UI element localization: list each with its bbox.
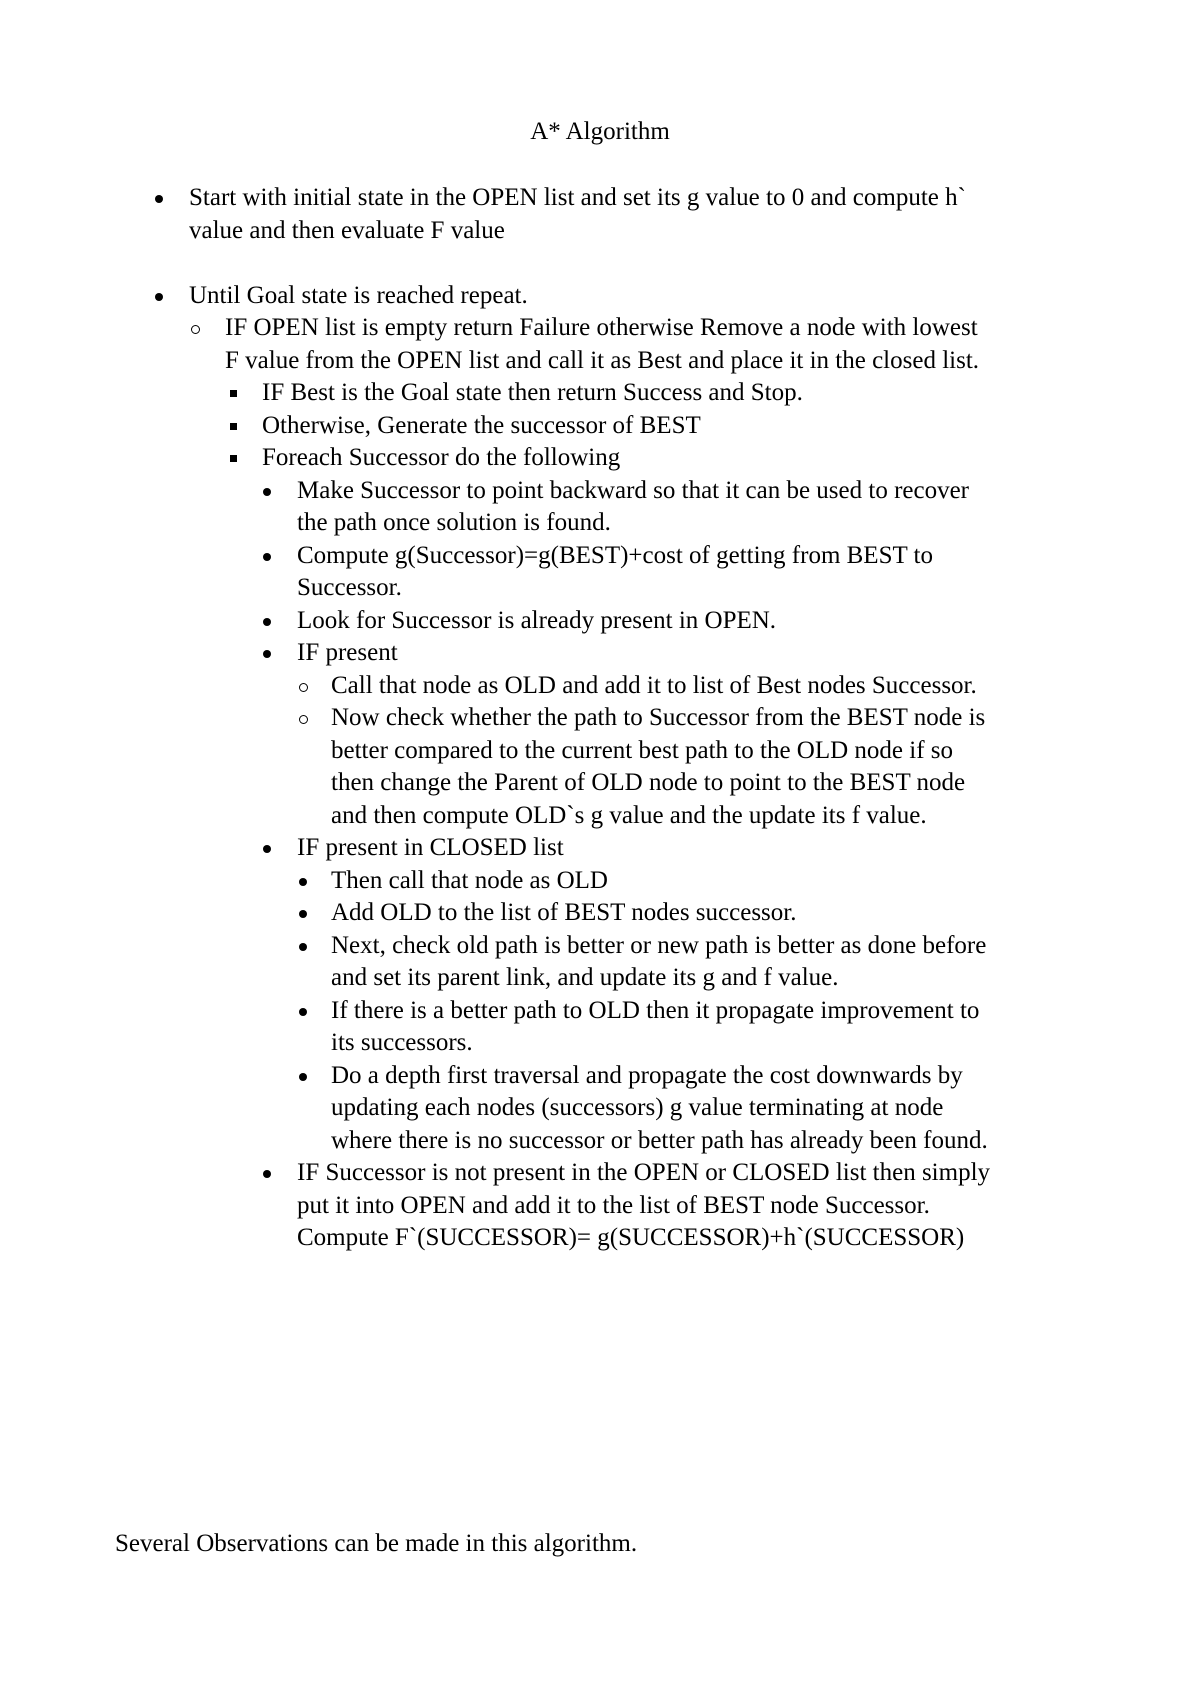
list-item-line: Otherwise, Generate the successor of BEST bbox=[262, 411, 701, 439]
list-item-line: Make Successor to point backward so that it can be used to recover bbox=[297, 476, 970, 504]
list-item-line: IF present in CLOSED list bbox=[297, 834, 564, 861]
list-item-line: and then compute OLD`s g value and the update its f value. bbox=[331, 801, 927, 829]
bullet-icon bbox=[299, 878, 307, 886]
bullet-icon bbox=[263, 553, 271, 561]
list-item-line: IF present bbox=[297, 639, 398, 666]
list-item-line: where there is no successor or better path has already been found. bbox=[331, 1126, 988, 1154]
circle-bullet-icon bbox=[299, 715, 308, 724]
list-item-line: Next, check old path is better or new path is better as done before bbox=[331, 931, 987, 959]
bullet-icon bbox=[263, 845, 271, 853]
bullet-icon bbox=[299, 1073, 307, 1081]
list-item-line: value and then evaluate F value bbox=[189, 216, 505, 244]
bullet-icon bbox=[263, 488, 271, 496]
list-item-line: the path once solution is found. bbox=[297, 509, 611, 536]
bullet-icon bbox=[155, 195, 163, 203]
list-item-line: and set its parent link, and update its g and f value. bbox=[331, 964, 839, 991]
list-item-line: its successors. bbox=[331, 1029, 473, 1056]
bullet-icon bbox=[263, 650, 271, 658]
list-item-line: IF OPEN list is empty return Failure otherwise Remove a node with lowest bbox=[225, 314, 978, 341]
bullet-icon bbox=[299, 1008, 307, 1016]
list-item-line: Foreach Successor do the following bbox=[262, 444, 621, 471]
bullet-icon bbox=[299, 910, 307, 918]
list-item-line: F value from the OPEN list and call it as Best and place it in the closed list. bbox=[225, 346, 980, 374]
list-item-line: updating each nodes (successors) g value terminating at node bbox=[331, 1094, 944, 1121]
list-item-line: Successor. bbox=[297, 574, 402, 601]
list-item-line: Then call that node as OLD bbox=[331, 866, 608, 894]
document-footer-text: Several Observations can be made in this algorithm. bbox=[115, 1530, 638, 1557]
list-item-line: IF Best is the Goal state then return Success and Stop. bbox=[262, 379, 803, 406]
list-item-line: Look for Successor is already present in OPEN. bbox=[297, 606, 777, 634]
bullet-icon bbox=[263, 1170, 271, 1178]
list-item-line: Compute F`(SUCCESSOR)= g(SUCCESSOR)+h`(SUCCESSOR) bbox=[297, 1224, 965, 1251]
list-item-line: If there is a better path to OLD then it propagate improvement to bbox=[331, 996, 980, 1024]
list-item-line: Compute g(Successor)=g(BEST)+cost of getting from BEST to bbox=[297, 541, 933, 569]
list-item-line: put it into OPEN and add it to the list of BEST node Successor. bbox=[297, 1191, 930, 1219]
list-item-line: Start with initial state in the OPEN list and set its g value to 0 and compute h` bbox=[189, 184, 966, 211]
list-item-line: Until Goal state is reached repeat. bbox=[189, 281, 528, 309]
square-bullet-icon bbox=[230, 390, 237, 397]
document-title: A* Algorithm bbox=[530, 118, 670, 145]
list-item-line: Now check whether the path to Successor from the BEST node is bbox=[331, 704, 986, 731]
square-bullet-icon bbox=[230, 423, 237, 430]
list-item-line: Add OLD to the list of BEST nodes successor. bbox=[331, 899, 797, 926]
list-item-line: Call that node as OLD and add it to list of Best nodes Successor. bbox=[331, 671, 977, 699]
list-item-line: IF Successor is not present in the OPEN or CLOSED list then simply bbox=[297, 1159, 991, 1186]
list-item-line: Do a depth first traversal and propagate the cost downwards by bbox=[331, 1061, 963, 1089]
circle-bullet-icon bbox=[299, 683, 308, 692]
bullet-icon bbox=[263, 618, 271, 626]
bullet-icon bbox=[299, 943, 307, 951]
circle-bullet-icon bbox=[191, 325, 200, 334]
bullet-icon bbox=[155, 293, 163, 301]
square-bullet-icon bbox=[230, 455, 237, 462]
list-item-line: better compared to the current best path to the OLD node if so bbox=[331, 736, 954, 764]
list-item-line: then change the Parent of OLD node to point to the BEST node bbox=[331, 769, 966, 796]
